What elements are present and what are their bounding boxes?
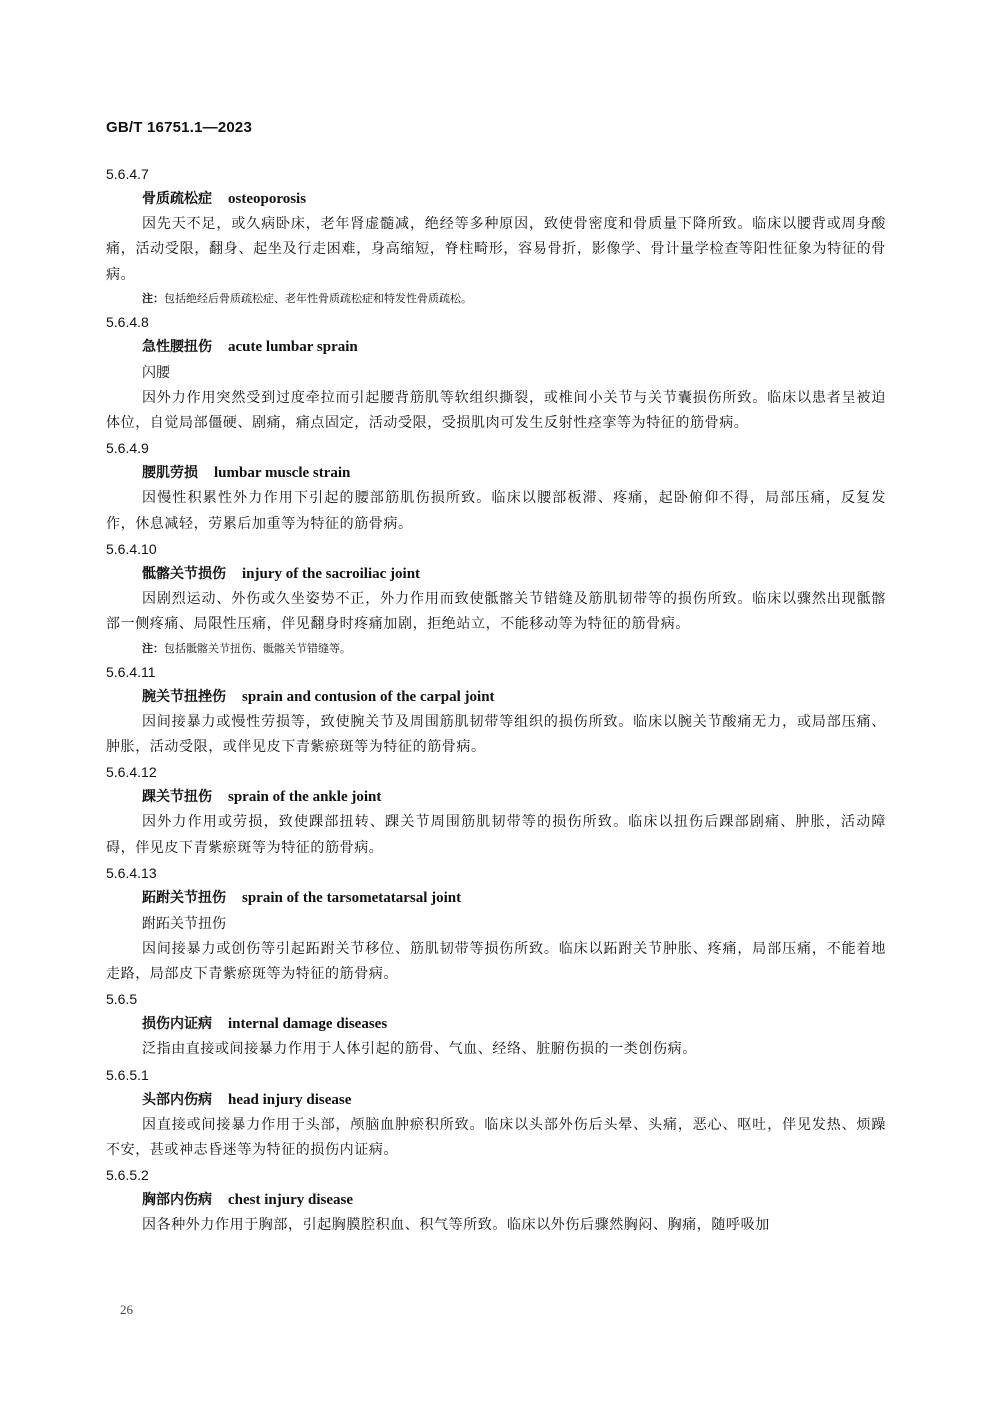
section-number: 5.6.4.7	[106, 166, 149, 182]
note-text: 包括绝经后骨质疏松症、老年性骨质疏松症和特发性骨质疏松。	[164, 291, 472, 305]
definition: 因外力作用突然受到过度牵拉而引起腰背筋肌等软组织撕裂，或椎间小关节与关节囊损伤所致。临床以患者呈被迫体位，自觉局部僵硬、剧痛，痛点固定，活动受限，受损肌肉可发生反射性痉挛等为特征的筋骨病。	[106, 389, 886, 432]
definition: 因剧烈运动、外伤或久坐姿势不正，外力作用而致使骶髂关节错缝及筋肌韧带等的损伤所致。临床以骤然出现骶髂部一侧疼痛、局限性压痛，伴见翻身时疼痛加剧，拒绝站立，不能移动等为特征的筋骨病。	[106, 591, 886, 633]
definition: 因各种外力作用于胸部，引起胸膜腔积血、积气等所致。临床以外伤后骤然胸闷、胸痛，随呼吸加	[142, 1217, 770, 1234]
term-heading	[106, 684, 886, 710]
term-zh: 骶髂关节损伤	[142, 566, 226, 583]
term-heading	[106, 1011, 886, 1037]
section-number: 5.6.4.10	[106, 541, 157, 558]
term-heading	[106, 1087, 886, 1113]
page-number: 26	[120, 1302, 133, 1317]
term-en: sprain of the tarsometatarsal joint	[242, 889, 462, 906]
term-heading	[106, 460, 886, 486]
section-number: 5.6.4.11	[106, 663, 156, 680]
definition: 因直接或间接暴力作用于头部，颅脑血肿瘀积所致。临床以头部外伤后头晕、头痛，恶心、呕吐，伴见发热、烦躁不安，甚或神志昏迷等为特征的损伤内证病。	[106, 1116, 886, 1159]
definition: 因间接暴力或创伤等引起跖跗关节移位、筋肌韧带等损伤所致。临床以跖跗关节肿胀、疼痛，局部压痛，不能着地走路，局部皮下青紫瘀斑等为特征的筋骨病。	[106, 940, 886, 983]
term-heading	[106, 1187, 886, 1213]
section-5-6-4-7	[106, 162, 886, 310]
section-number: 5.6.5.1	[106, 1066, 149, 1083]
definition: 因慢性积累性外力作用下引起的腰部筋肌伤损所致。临床以腰部板滞、疼痛，起卧俯仰不得，局部压痛，反复发作，休息减轻，劳累后加重等为特征的筋骨病。	[106, 490, 886, 532]
definition: 泛指由直接或间接暴力作用于人体引起的筋骨、气血、经络、脏腑伤损的一类创伤病。	[142, 1041, 697, 1058]
section-5-6-4-13	[106, 861, 886, 988]
section-number: 5.6.4.12	[106, 764, 157, 781]
note-text: 包括骶髂关节扭伤、骶髂关节错缝等。	[164, 641, 351, 655]
term-en: sprain and contusion of the carpal joint	[242, 688, 495, 705]
section-5-6-5-2	[106, 1163, 886, 1238]
term-heading	[106, 885, 886, 911]
term-zh: 胸部内伤病	[142, 1192, 212, 1209]
term-en: acute lumbar sprain	[228, 338, 358, 355]
section-number: 5.6.4.8	[106, 313, 149, 330]
term-zh: 腰肌劳损	[142, 465, 198, 482]
term-en: lumbar muscle strain	[214, 465, 351, 482]
section-number: 5.6.5.2	[106, 1167, 149, 1184]
term-zh: 踝关节扭伤	[142, 789, 212, 806]
term-zh: 头部内伤病	[142, 1091, 212, 1108]
term-zh: 损伤内证病	[142, 1016, 212, 1033]
term-zh: 腕关节扭挫伤	[142, 688, 226, 705]
definition: 因外力作用或劳损，致使踝部扭转、踝关节周围筋肌韧带等的损伤所致。临床以扭伤后踝部剧痛、肿胀，活动障碍，伴见皮下青紫瘀斑等为特征的筋骨病。	[106, 814, 886, 856]
section-5-6-4-10	[106, 537, 886, 660]
note	[106, 288, 886, 310]
term-zh: 骨质疏松症	[142, 191, 212, 207]
section-5-6-4-8	[106, 310, 886, 437]
term-en: injury of the sacroiliac joint	[242, 566, 421, 583]
note-label: 注：	[142, 291, 164, 305]
term-zh: 跖跗关节扭伤	[142, 889, 226, 906]
section-5-6-4-11	[106, 660, 886, 761]
synonym: 跗跖关节扭伤	[142, 915, 226, 932]
term-heading	[106, 561, 886, 587]
definition: 因先天不足，或久病卧床，老年肾虚髓减，绝经等多种原因，致使骨密度和骨质量下降所致。临床以腰背或周身酸痛，活动受限，翻身、起坐及行走困难，身高缩短，脊柱畸形，容易骨折，影像学、骨计量学检查等阳性征象为特征的骨病。	[106, 216, 886, 283]
standard-code-header: GB/T 16751.1—2023	[106, 119, 252, 136]
section-number: 5.6.4.9	[106, 440, 149, 457]
synonym: 闪腰	[142, 364, 170, 381]
term-heading	[106, 186, 886, 212]
section-5-6-5	[106, 987, 886, 1062]
definition: 因间接暴力或慢性劳损等，致使腕关节及周围筋肌韧带等组织的损伤所致。临床以腕关节酸痛无力，或局部压痛、肿胀，活动受限，或伴见皮下青紫瘀斑等为特征的筋骨病。	[106, 713, 886, 755]
term-en: osteoporosis	[228, 191, 307, 207]
term-heading	[106, 334, 886, 360]
term-en: head injury disease	[228, 1091, 352, 1108]
section-5-6-5-1	[106, 1063, 886, 1164]
section-5-6-4-9	[106, 436, 886, 537]
note-label: 注：	[142, 641, 164, 655]
document-body	[106, 162, 886, 1239]
term-heading	[106, 784, 886, 810]
section-5-6-4-12	[106, 760, 886, 861]
term-en: sprain of the ankle joint	[228, 789, 382, 806]
section-number: 5.6.5	[106, 991, 138, 1008]
note	[106, 638, 886, 660]
term-en: chest injury disease	[228, 1192, 353, 1209]
term-en: internal damage diseases	[228, 1016, 388, 1033]
term-zh: 急性腰扭伤	[142, 338, 212, 355]
section-number: 5.6.4.13	[106, 864, 157, 881]
